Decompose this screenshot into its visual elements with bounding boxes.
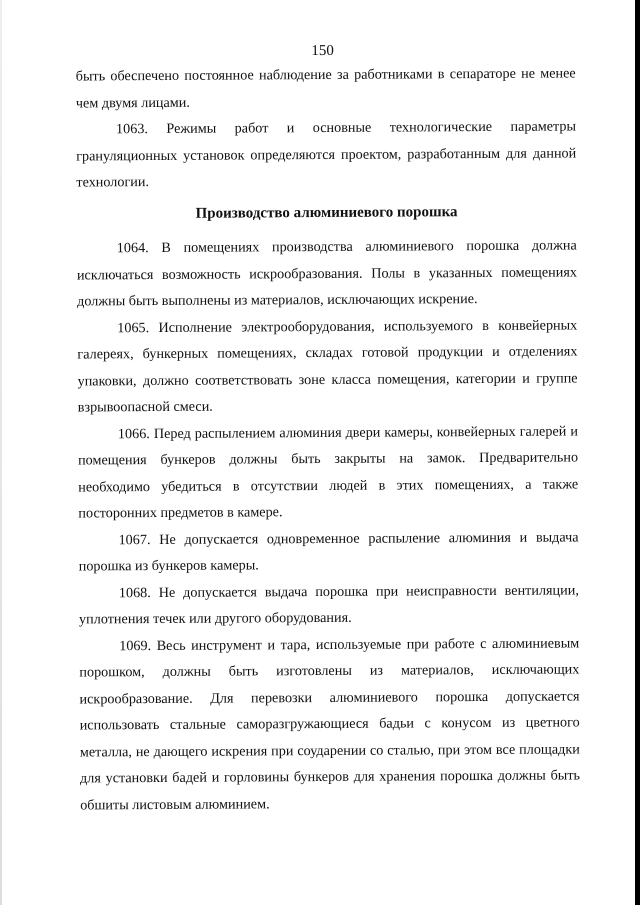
paragraph-1068: 1068. Не допускается выдача порошка при неисправности вентиляции, уплотнения течек или другого оборудования.: [78, 581, 579, 628]
page-number: 150: [311, 42, 334, 60]
scan-right-border: [635, 0, 640, 905]
paragraph-1065: 1065. Исполнение электрооборудования, используемого в конвейерных галереях, бункерных помещениях, складах готовой продукции и отделениях упаковки, должно соответствовать зоне класса помещения, категории и группе взрывоопасной смеси.: [77, 316, 578, 416]
section-text-block: [77, 232, 581, 818]
paragraph-1066: 1066. Перед распылением алюминия двери камеры, конвейерных галерей и помещения бункеров должны быть закрыты на замок. Предварительно необходимо убедиться в отсутствии людей в этих помещениях, а также посторонних предметов в камере.: [78, 422, 579, 522]
paragraph-1069: 1069. Весь инструмент и тара, используемые при работе с алюминиевым порошком, должны быть изготовлены из материалов, исключающих искрообразование. Для перевозки алюминиевого порошка допускается использовать стальные саморазгружающиеся бадьи с конусом из цветного металла, не дающего искрения при соударении со сталью, при этом все площадки для установки бадей и горловины бункеров для хранения порошка должны быть обшиты листовым алюминием.: [79, 634, 581, 813]
top-text-block: [76, 60, 577, 196]
section-heading: Производство алюминиевого порошка: [195, 204, 458, 222]
continued-paragraph: быть обеспечено постоянное наблюдение за работниками в сепараторе не менее чем двумя лицами.: [75, 65, 576, 111]
paragraph-1064: 1064. В помещениях производства алюминиевого порошка должна исключаться возможность искрообразования. Полы в указанных помещениях должны быть выполнены из материалов, исключающих искрение.: [76, 237, 577, 310]
paragraph-1067: 1067. Не допускается одновременное распыление алюминия и выдача порошка из бункеров камеры.: [78, 528, 579, 575]
paragraph-1063: 1063. Режимы работ и основные технологические параметры грануляционных установок определяются проектом, разработанным для данной технологии.: [76, 118, 577, 191]
